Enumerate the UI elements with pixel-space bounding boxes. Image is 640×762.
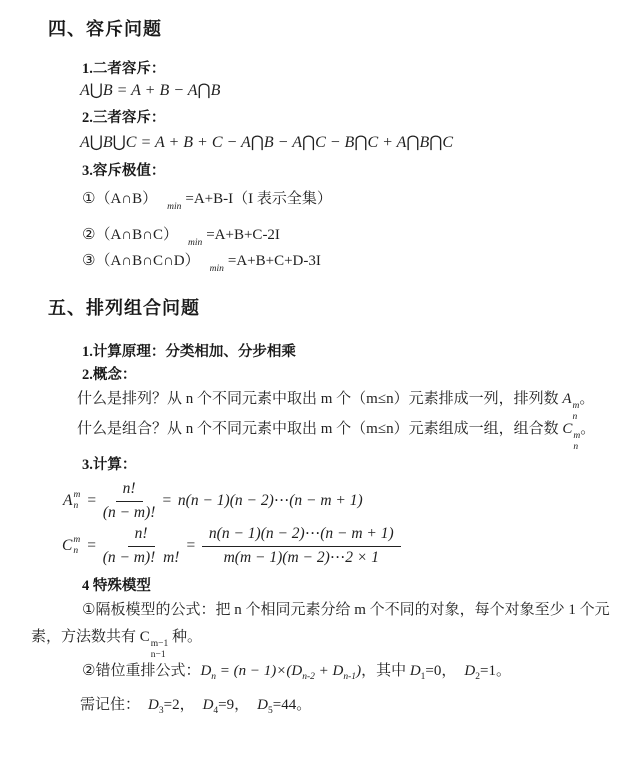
partition-line2-post: 种。: [168, 629, 203, 645]
combination-definition: [77, 419, 595, 454]
two-set-formula: A⋃B = A + B − A⋂B: [80, 82, 221, 99]
permutation-formula: [63, 479, 363, 524]
extreme-item-3: [82, 251, 321, 276]
extreme-item-3-tail: =A+B+C+D-3I: [227, 253, 321, 269]
D-sub: 1: [420, 672, 426, 682]
three-set-label: 2.三者容斥：: [82, 110, 166, 126]
remember-D3-value: =2，: [163, 697, 195, 713]
permutation-text: 什么是排列？从 n 个不同元素中取出 m 个（m≤n）元素排成一列，排列数: [77, 391, 563, 407]
extreme-item-1-head: ①（A∩B）: [82, 191, 158, 207]
remember-pre: 需记住：: [80, 697, 141, 713]
D-base: D: [332, 663, 344, 679]
D-sub: n-2: [302, 672, 315, 682]
extreme-item-1: [82, 189, 332, 214]
derangement-line: [82, 661, 511, 681]
remember-D5: [257, 697, 273, 716]
partition-C-sub: n−1: [150, 650, 166, 661]
remember-D4: [202, 697, 219, 716]
D-sub: 5: [267, 706, 273, 716]
comb-sup: m: [573, 431, 581, 441]
partition-C-supsub: [151, 639, 169, 662]
min-subscript: min: [167, 202, 182, 212]
formula-C-supsub: [73, 535, 80, 558]
principle-line: 1.计算原理：分类相加、分步相乘: [82, 344, 296, 360]
fraction-numerator: n!: [128, 524, 155, 547]
D-base: D: [291, 663, 303, 679]
fraction-numerator: n(n − 1)(n − 2)⋯(n − m + 1): [202, 524, 401, 547]
fraction-denominator: (n − m)! m!: [102, 548, 180, 566]
D-base: D: [409, 663, 421, 679]
D-base: D: [257, 697, 268, 713]
derangement-D1: [409, 663, 426, 682]
min-subscript: min: [209, 264, 224, 274]
equals-sign: =: [185, 536, 196, 554]
comb-sub: n: [573, 442, 579, 453]
partition-model-line1: ①隔板模型的公式：把 n 个相同元素分给 m 个不同的对象，每个对象至少 1 个元: [82, 602, 610, 618]
fraction: [103, 524, 180, 569]
formula-A-rhs: n(n − 1)(n − 2)⋯(n − m + 1): [177, 491, 363, 509]
derangement-D1-value: =0，: [425, 663, 457, 679]
formula-A-sub: n: [73, 501, 79, 512]
D-base: D: [202, 697, 214, 713]
equals-sign: =: [161, 491, 172, 509]
remember-D4-value: =9，: [218, 697, 250, 713]
derangement-Dn: [200, 663, 217, 682]
remember-D5-value: =44。: [272, 697, 312, 713]
perm-symbol-base: A: [562, 391, 572, 407]
special-models-label: 4 特殊模型: [82, 578, 151, 594]
extreme-item-2: [82, 225, 280, 250]
three-set-formula: A⋃B⋃C = A + B + C − A⋂B − A⋂C − B⋂C + A⋂B⋂C: [80, 134, 454, 151]
plus-sign: +: [314, 663, 333, 679]
D-sub: n-1: [343, 672, 357, 682]
derangement-mid2: ，其中: [361, 663, 410, 679]
fraction-numerator: n!: [116, 479, 143, 502]
D-sub: 2: [475, 672, 480, 682]
perm-period: 。: [579, 391, 595, 407]
derangement-D2: [464, 663, 480, 682]
formula-A-base: A: [63, 491, 73, 509]
concept-label: 2.概念：: [82, 367, 137, 383]
equals-sign: =: [86, 491, 97, 509]
extreme-item-1-tail: =A+B-I（I 表示全集）: [185, 191, 332, 207]
two-set-label: 1.二者容斥：: [82, 61, 166, 77]
fraction: [202, 524, 401, 569]
extreme-item-3-head: ③（A∩B∩C∩D）: [82, 253, 200, 269]
partition-line2-pre: 素，方法数共有: [31, 629, 140, 645]
close-paren: ): [356, 663, 362, 679]
min-subscript: min: [187, 238, 203, 248]
fraction-denominator: m(m − 1)(m − 2)⋯2 × 1: [223, 548, 379, 566]
extreme-item-2-tail: =A+B+C-2I: [206, 227, 280, 243]
combination-text: 什么是组合？从 n 个不同元素中取出 m 个（m≤n）元素组成一组，组合数: [77, 421, 563, 437]
D-sub: n: [211, 672, 217, 682]
D-sub: 3: [158, 706, 164, 716]
D-base: D: [200, 663, 212, 679]
section-4-heading: 四、容斥问题: [48, 19, 162, 39]
fraction-denominator: (n − m)!: [102, 503, 156, 521]
equals-sign: =: [86, 536, 97, 554]
calc-label: 3.计算：: [82, 457, 137, 473]
perm-sub: n: [572, 412, 578, 423]
D-base: D: [148, 697, 159, 713]
extreme-label: 3.容斥极值：: [82, 163, 166, 179]
derangement-pre: ②错位重排公式：: [82, 663, 201, 679]
partition-C-base: C: [139, 629, 150, 645]
partition-model-line2: [31, 627, 202, 662]
formula-A-supsub: [73, 490, 80, 513]
combination-formula: [62, 524, 401, 569]
derangement-Dn1: [332, 663, 357, 682]
comb-symbol-base: C: [562, 421, 573, 437]
formula-C-sub: n: [73, 546, 79, 557]
perm-sup: m: [572, 401, 580, 411]
formula-C-base: C: [62, 536, 73, 554]
derangement-Dn2: [291, 663, 315, 682]
partition-C-sup: m−1: [150, 639, 169, 649]
derangement-D2-value: =1。: [479, 663, 511, 679]
formula-C-sup: m: [73, 535, 81, 546]
D-sub: 4: [213, 706, 219, 716]
section-5-heading: 五、排列组合问题: [48, 298, 200, 318]
D-base: D: [464, 663, 476, 679]
remember-line: [80, 695, 311, 715]
formula-A-sup: m: [73, 490, 81, 501]
derangement-mid1: = (n − 1)×(: [216, 663, 292, 679]
remember-D3: [148, 697, 164, 716]
extreme-item-2-head: ②（A∩B∩C）: [82, 227, 178, 243]
fraction: [103, 479, 156, 524]
comb-period: 。: [580, 421, 596, 437]
